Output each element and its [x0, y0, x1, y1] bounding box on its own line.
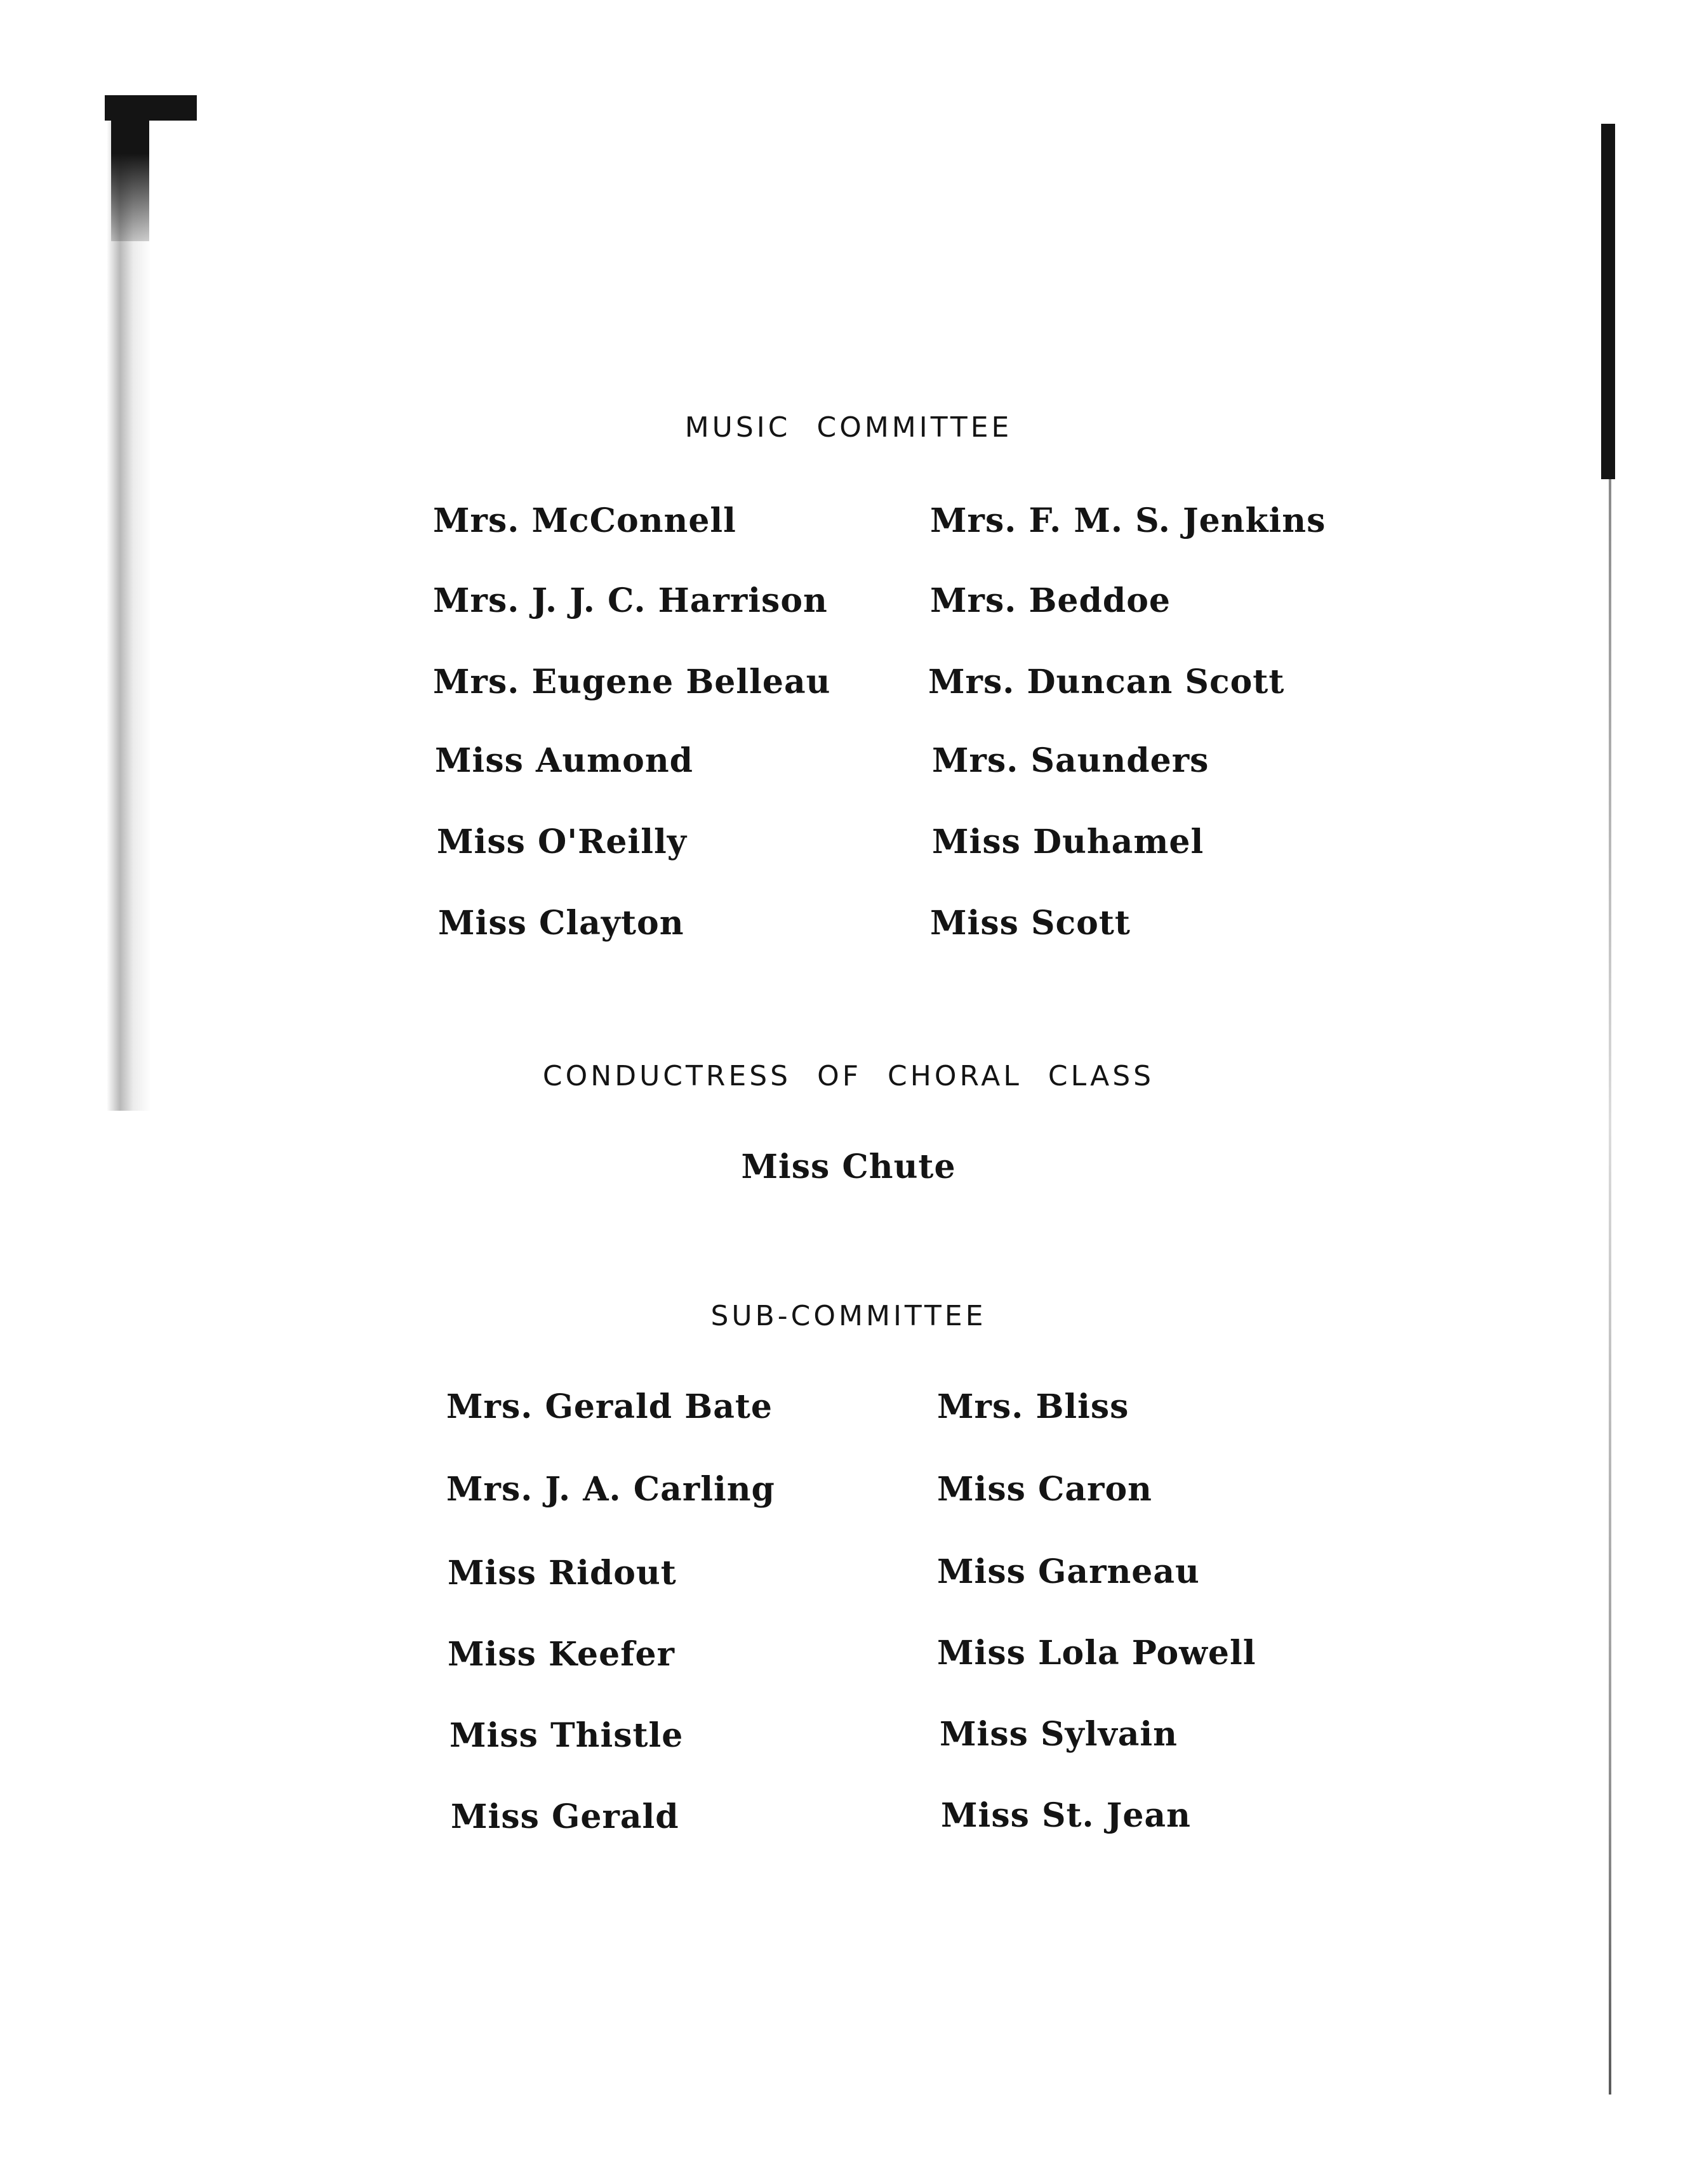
sub-committee-member: Miss Thistle — [449, 1716, 684, 1755]
music-committee-member: Mrs. Eugene Belleau — [433, 663, 831, 701]
music-committee-member: Mrs. Beddoe — [930, 581, 1171, 620]
music-committee-member: Miss Scott — [930, 904, 1131, 943]
choral-class-heading: CONDUCTRESS OF CHORAL CLASS — [542, 1060, 1155, 1092]
sub-committee-member: Miss Keefer — [448, 1635, 675, 1674]
music-committee-member: Miss O'Reilly — [437, 823, 687, 861]
music-committee-member: Mrs. J. J. C. Harrison — [433, 581, 828, 620]
sub-committee-heading: SUB-COMMITTEE — [710, 1300, 987, 1332]
sub-committee-member: Miss Gerald — [451, 1797, 679, 1836]
music-committee-member: Mrs. McConnell — [433, 501, 736, 540]
scan-edge-right-line — [1609, 476, 1611, 2095]
sub-committee-member: Mrs. Bliss — [937, 1387, 1129, 1426]
music-committee-member: Mrs. Saunders — [932, 741, 1209, 780]
scan-edge-left — [107, 95, 151, 1111]
music-committee-member: Miss Clayton — [438, 904, 684, 943]
sub-committee-member: Miss Caron — [937, 1470, 1152, 1509]
music-committee-member: Mrs. F. M. S. Jenkins — [930, 501, 1326, 540]
sub-committee-member: Miss Sylvain — [940, 1715, 1178, 1754]
music-committee-member: Miss Aumond — [435, 741, 693, 780]
sub-committee-member: Miss St. Jean — [941, 1796, 1191, 1835]
music-committee-heading: MUSIC COMMITTEE — [684, 411, 1013, 444]
scan-edge-left-corner — [111, 95, 149, 241]
sub-committee-member: Miss Lola Powell — [937, 1634, 1256, 1672]
sub-committee-member: Miss Garneau — [937, 1552, 1200, 1591]
conductress-name: Miss Chute — [741, 1148, 956, 1186]
music-committee-member: Miss Duhamel — [932, 823, 1204, 861]
music-committee-member: Mrs. Duncan Scott — [928, 663, 1285, 701]
sub-committee-member: Miss Ridout — [448, 1554, 677, 1592]
sub-committee-member: Mrs. Gerald Bate — [446, 1387, 773, 1426]
sub-committee-member: Mrs. J. A. Carling — [446, 1470, 775, 1509]
